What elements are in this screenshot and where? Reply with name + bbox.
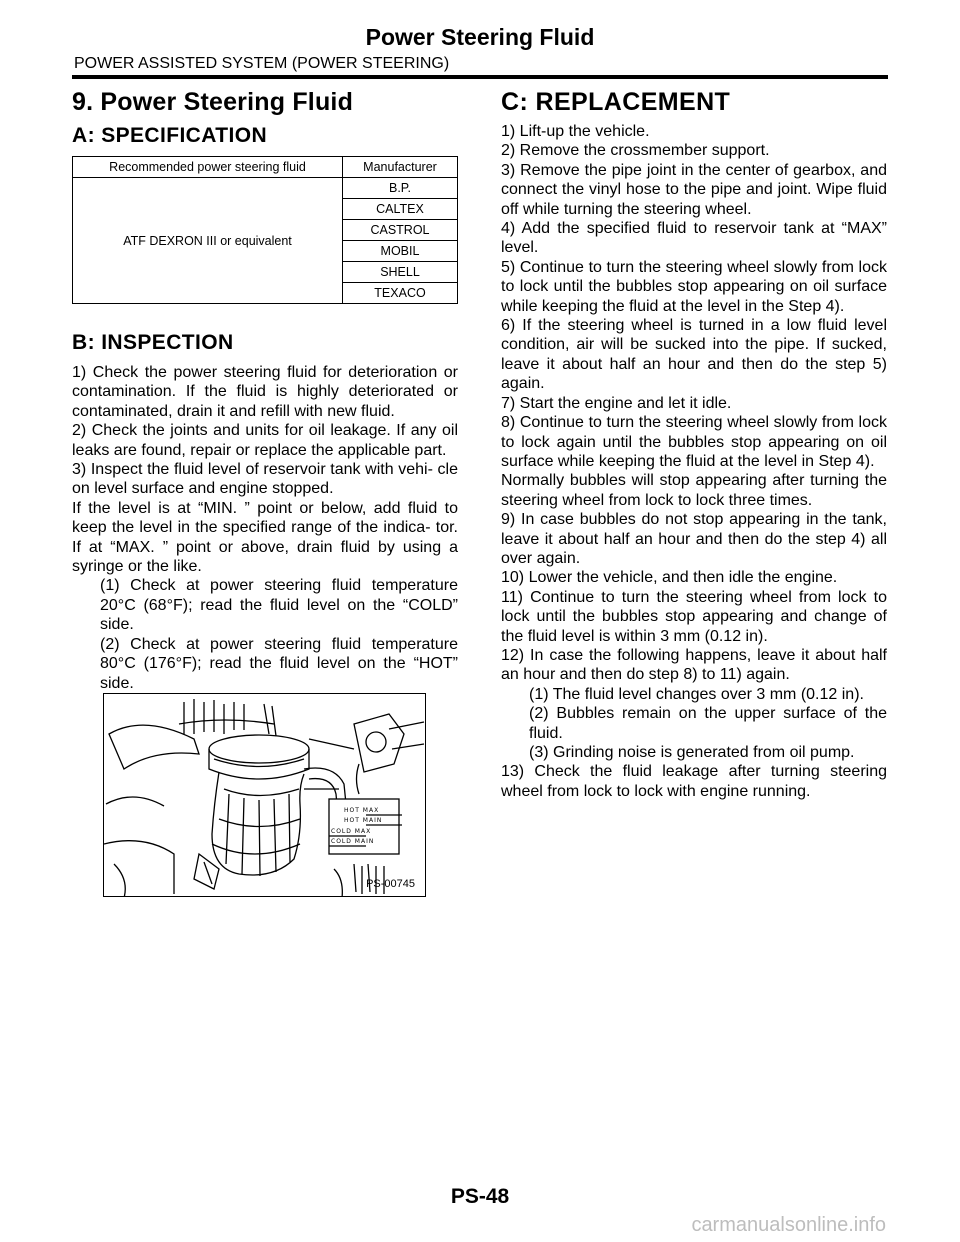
manufacturer-cell: TEXACO [343, 283, 458, 304]
paragraph: 7) Start the engine and let it idle. [501, 394, 732, 412]
reservoir-illustration [103, 693, 426, 897]
watermark: carmanualsonline.info [691, 1214, 886, 1236]
table-row [73, 178, 458, 199]
spec-col-manufacturer: Manufacturer [343, 157, 458, 178]
paragraph: 12) In case the following happens, leave it about half an hour and then do step 8) to 11) again. [501, 646, 887, 684]
cold-max-label: COLD MAX [331, 828, 372, 835]
paragraph: 2) Remove the crossmember support. [501, 142, 770, 160]
paragraph: 2) Check the joints and units for oil leakage. If any oil leaks are found, repair or replace the applicable part. [72, 422, 458, 459]
page-header-title: Power Steering Fluid [365, 24, 595, 50]
paragraph: If the level is at “MIN. ” point or below, add fluid to keep the level in the specified range of the indica- tor. If at “MAX. ” point or above, drain fluid by using a syringe or the like. [72, 499, 458, 576]
hot-max-label: HOT MAX [344, 807, 380, 814]
paragraph: 6) If the steering wheel is turned in a low fluid level condition, air will be sucked into the pipe. If sucked, leave it about half an hour and then do the step 5) again. [501, 317, 887, 393]
section-title: 9. Power Steering Fluid [72, 88, 354, 116]
paragraph: 5) Continue to turn the steering wheel slowly from lock to lock until the bubbles stop appearing on oil surface while keeping the fluid at the level in the Step 4). [501, 258, 887, 315]
paragraph: 3) Remove the pipe joint in the center of gearbox, and connect the vinyl hose to the pipe and joint. Wipe fluid off while turning the steering wheel. [501, 161, 887, 218]
paragraph: (3) Grinding noise is generated from oil pump. [529, 744, 855, 761]
paragraph: (1) The fluid level changes over 3 mm (0.12 in). [529, 685, 864, 703]
paragraph: 11) Continue to turn the steering wheel from lock to lock until the bubbles stop appearing and change of the fluid level is within 3 mm (0.12 in). [501, 588, 887, 645]
manufacturer-cell: CALTEX [343, 199, 458, 220]
manufacturer-cell: CASTROL [343, 220, 458, 241]
replacement-heading: C: REPLACEMENT [501, 88, 731, 116]
spec-fluid-cell: ATF DEXRON III or equivalent [73, 178, 343, 304]
reservoir-drawing [104, 694, 426, 897]
right-column [501, 88, 887, 801]
page-header-subtitle: POWER ASSISTED SYSTEM (POWER STEERING) [74, 55, 450, 72]
paragraph: 10) Lower the vehicle, and then idle the engine. [501, 569, 838, 587]
cold-main-label: COLD MAIN [331, 838, 375, 845]
spec-col-fluid: Recommended power steering fluid [73, 157, 343, 178]
manufacturer-cell: B.P. [343, 178, 458, 199]
paragraph: 1) Lift-up the vehicle. [501, 123, 650, 140]
paragraph: 9) In case bubbles do not stop appearing in the tank, leave it about half an hour and then do the step 4) all over again. [501, 511, 887, 567]
paragraph: (2) Bubbles remain on the upper surface of the fluid. [529, 705, 887, 742]
paragraph: 13) Check the fluid leakage after turning steering wheel from lock to lock with engine running. [501, 763, 887, 800]
page-number: PS-48 [450, 1185, 510, 1208]
paragraph: 8) Continue to turn the steering wheel slowly from lock to lock again until the bubbles stop appearing on oil surface while keeping the fluid at the level in Step 4). [501, 414, 887, 470]
figure-label: PS-00745 [366, 878, 415, 890]
paragraph: (1) Check at power steering fluid temperature 20°C (68°F); read the fluid level on the “COLD” side. [100, 577, 458, 634]
paragraph: 4) Add the specified fluid to reservoir tank at “MAX” level. [501, 220, 887, 257]
inspection-heading: B: INSPECTION [72, 331, 234, 354]
left-column [72, 88, 458, 693]
paragraph: 1) Check the power steering fluid for deterioration or contamination. If the fluid is highly deteriorated or contaminated, drain it and refill with new fluid. [72, 364, 458, 420]
paragraph: Normally bubbles will stop appearing after turning the steering wheel from lock to lock three times. [501, 472, 887, 509]
paragraph: 3) Inspect the fluid level of reservoir tank with vehi- cle on level surface and engine stopped. [72, 461, 458, 498]
spec-table-header-row [73, 157, 458, 178]
paragraph: (2) Check at power steering fluid temperature 80°C (176°F); read the fluid level on the “HOT” side. [100, 635, 458, 692]
manufacturer-cell: SHELL [343, 262, 458, 283]
manufacturer-cell: MOBIL [343, 241, 458, 262]
header-divider [72, 75, 888, 79]
hot-main-label: HOT MAIN [344, 817, 383, 824]
spec-heading: A: SPECIFICATION [72, 124, 268, 147]
spec-table [72, 156, 458, 304]
